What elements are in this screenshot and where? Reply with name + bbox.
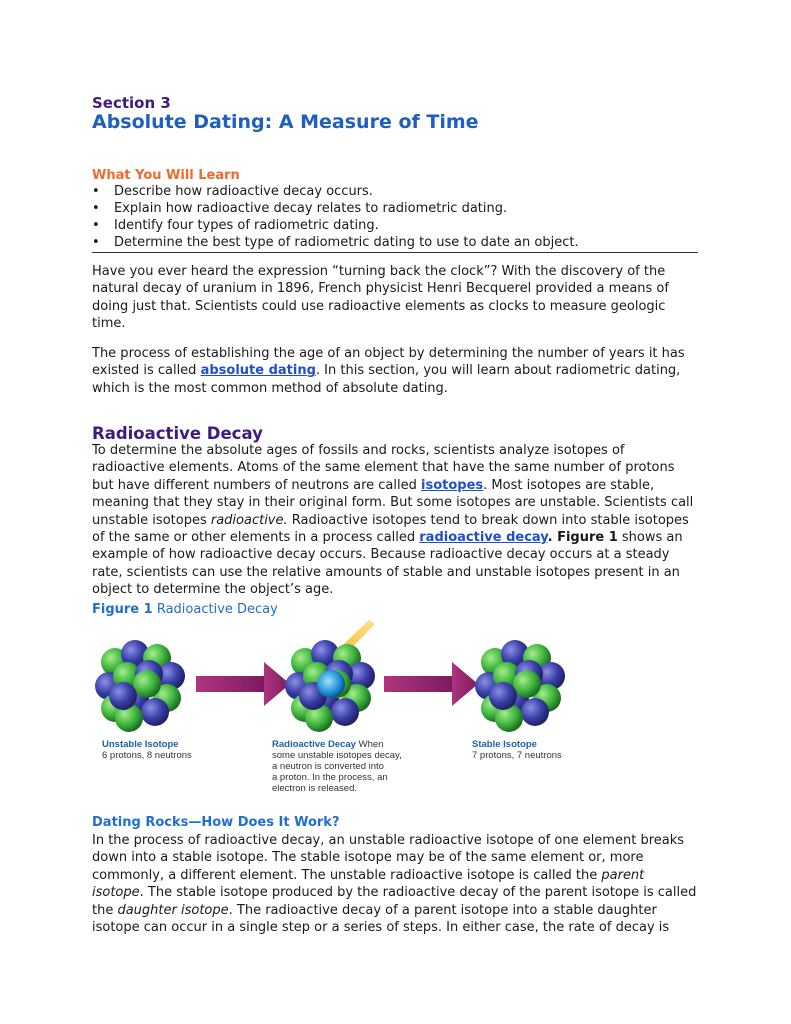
label-sub: a neutron is converted into xyxy=(272,761,384,772)
figure-caption xyxy=(92,602,278,617)
radioactive-decay-label xyxy=(272,739,402,794)
stable-isotope-nucleus xyxy=(475,640,565,732)
label-title: Radioactive Decay xyxy=(272,739,356,750)
radioactive-decay-figure xyxy=(92,620,652,800)
text: To determine the absolute ages of fossils and rocks, scientists analyze isotopes of radioactive elements. Atoms of the same element that have the same number of protons but have different numbers of neutrons are called xyxy=(92,443,675,493)
label-sub: some unstable isotopes decay, xyxy=(272,750,402,761)
text-italic: radioactive. xyxy=(210,512,288,528)
text: In the process of radioactive decay, an unstable radioactive isotope of one element breaks down into a stable isotope. The stable isotope may be of the same element or, more commonly, a different element. The unstable radioactive isotope is called the xyxy=(92,833,685,883)
page-title: Absolute Dating: A Measure of Time xyxy=(92,111,479,133)
text: . The stable isotope produced by the radioactive decay of the parent isotope is called the xyxy=(92,885,697,918)
label-sub: 6 protons, 8 neutrons xyxy=(102,750,192,761)
term-link-radioactive-decay[interactable]: radioactive decay xyxy=(419,530,548,546)
unstable-isotope-nucleus xyxy=(95,640,185,732)
label-sub: electron is released. xyxy=(272,783,358,794)
proton xyxy=(331,698,359,726)
proton xyxy=(109,682,137,710)
term-link-isotopes[interactable]: isotopes xyxy=(421,477,484,493)
text-italic: parent isotope xyxy=(92,867,645,901)
arrow-2 xyxy=(384,662,478,706)
intro-paragraph-2 xyxy=(92,345,698,397)
dating-paragraph xyxy=(92,832,698,936)
list-item: • Describe how radioactive decay occurs. xyxy=(92,183,698,200)
proton xyxy=(521,698,549,726)
decay-paragraph xyxy=(92,442,698,599)
neutron xyxy=(513,670,541,698)
list-item: • Identify four types of radiometric dating. xyxy=(92,217,698,234)
intro-paragraph-1: Have you ever heard the expression “turning back the clock”? With the discovery of the natural decay of uranium in 1896, French physicist Henri Becquerel provided a means of doing just that. Scientists could use radioactive elements as clocks to measure geologic time. xyxy=(92,264,669,332)
learn-heading: What You Will Learn xyxy=(92,168,240,183)
learn-list xyxy=(92,183,698,251)
list-item: • Determine the best type of radiometric dating to use to date an object. xyxy=(92,234,698,251)
text: . Most isotopes are stable, meaning that they stay in their original form. But some isotopes are unstable. Scientists call unstable isotopes xyxy=(92,477,694,528)
figure-number: Figure 1 xyxy=(92,602,153,617)
text: shows an example of how radioactive decay occurs. Because radioactive decay occurs at a steady rate, scientists can use the relative amounts of stable and unstable isotopes present in an object to determine the object’s age. xyxy=(92,530,683,598)
label-title: Stable Isotope xyxy=(472,739,537,750)
figure-reference: Figure 1 xyxy=(557,530,618,546)
arrow-1 xyxy=(196,662,290,706)
label-sub: 7 protons, 7 neutrons xyxy=(472,750,562,761)
term-link-absolute-dating[interactable]: absolute dating xyxy=(200,363,316,379)
stable-isotope-label xyxy=(472,739,562,761)
text-italic: daughter isotope xyxy=(117,902,229,918)
label-sub: When xyxy=(355,739,384,750)
label-sub: a proton. In the process, an xyxy=(272,772,388,783)
label-title: Unstable Isotope xyxy=(102,739,179,750)
figure-title: Radioactive Decay xyxy=(152,602,278,617)
text: The process of establishing the age of an object by determining the number of years it has existed is called xyxy=(92,346,685,379)
dating-rocks-heading: Dating Rocks—How Does It Work? xyxy=(92,815,340,830)
text: . In this section, you will learn about radiometric dating, which is the most common method of absolute dating. xyxy=(92,363,681,396)
converted-proton xyxy=(317,670,345,698)
divider xyxy=(92,252,698,253)
text: Radioactive isotopes tend to break down into stable isotopes of the same or other elements in a process called xyxy=(92,512,689,546)
neutron xyxy=(133,670,161,698)
proton xyxy=(141,698,169,726)
text: . The radioactive decay of a parent isotope into a stable daughter isotope can occur in a single step or a series of steps. In either case, the rate of decay is xyxy=(92,902,670,936)
radioactive-decay-heading: Radioactive Decay xyxy=(92,424,263,443)
section-number: Section 3 xyxy=(92,94,171,112)
text: . xyxy=(547,530,558,546)
unstable-isotope-label xyxy=(102,739,192,761)
list-item: • Explain how radioactive decay relates to radiometric dating. xyxy=(92,200,698,217)
proton xyxy=(489,682,517,710)
